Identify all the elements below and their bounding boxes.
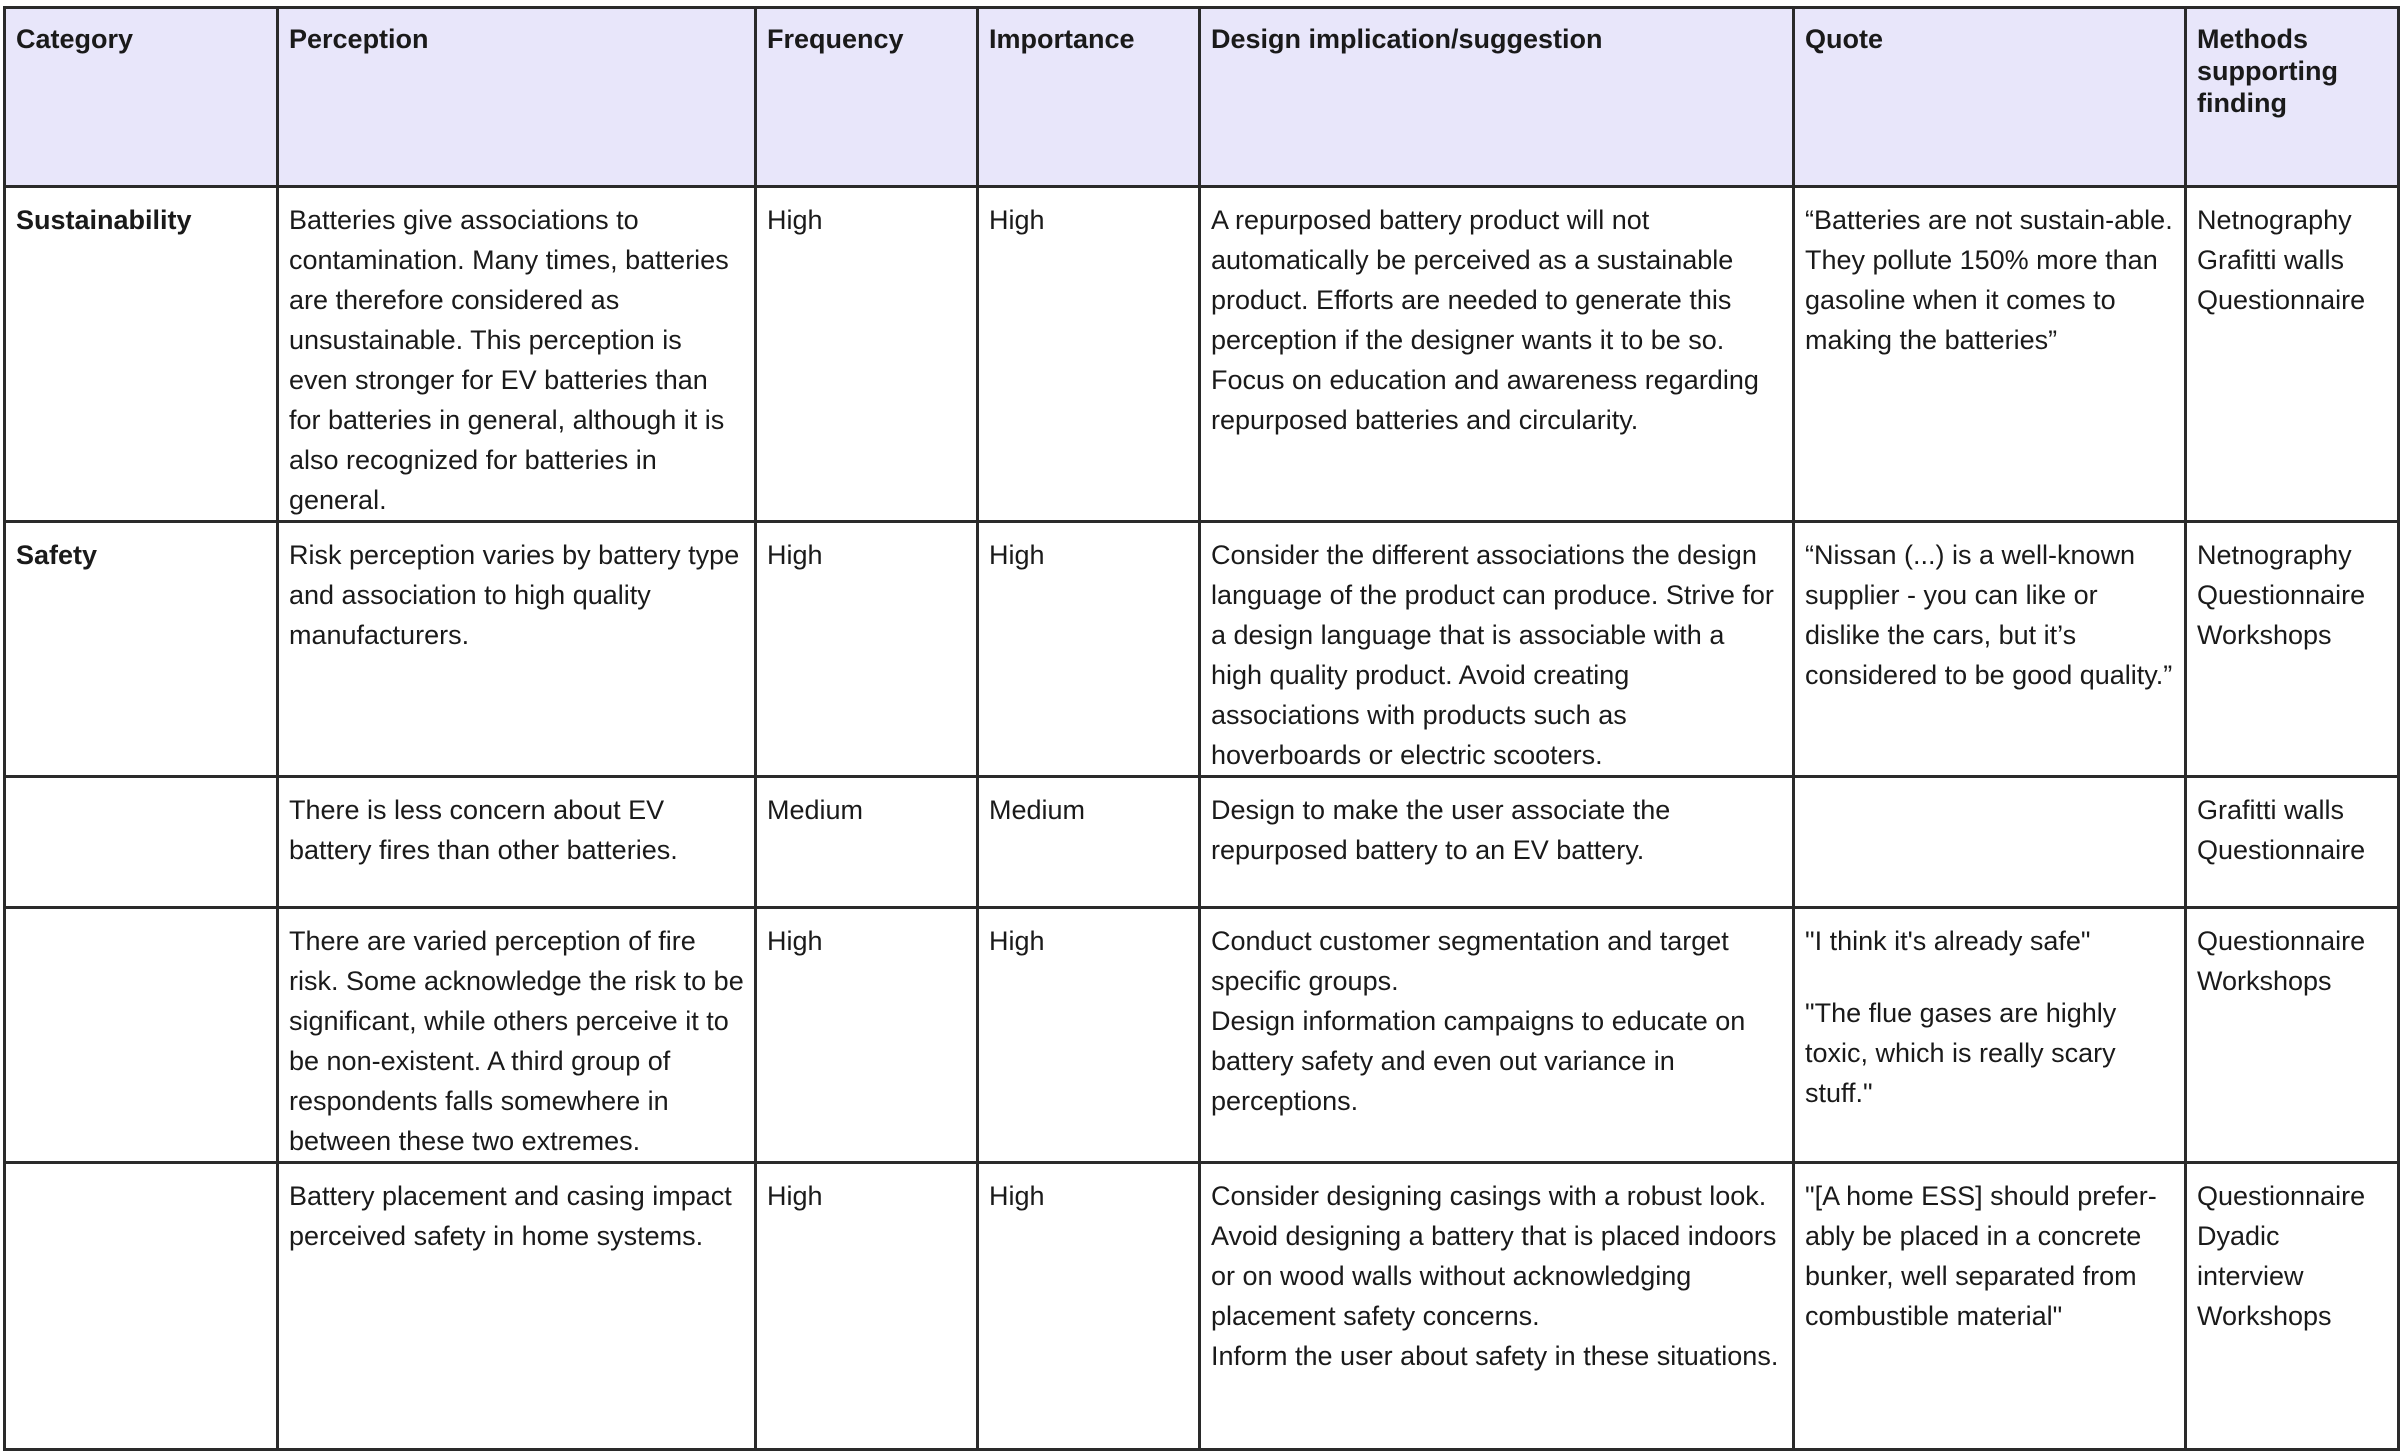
perception-cell: Battery placement and casing impact perceived safety in home systems. <box>278 1163 756 1450</box>
quote-cell <box>1794 777 2186 908</box>
table-row <box>5 777 2399 908</box>
importance-cell: High <box>978 522 1200 777</box>
quote-cell: “Batteries are not sustain-able. They pollute 150% more than gasoline when it comes to making the batteries” <box>1794 187 2186 522</box>
method-item: Questionnaire <box>2197 1181 2366 1211</box>
design-line: Avoid designing a battery that is placed indoors or on wood walls without acknowledging placement safety concerns. <box>1211 1221 1777 1331</box>
header-importance: Importance <box>978 8 1200 187</box>
frequency-cell: High <box>756 908 978 1163</box>
frequency-cell: Medium <box>756 777 978 908</box>
frequency-cell: High <box>756 187 978 522</box>
quote-text: "The flue gases are highly toxic, which is really scary stuff." <box>1805 998 2117 1108</box>
methods-cell <box>2186 777 2399 908</box>
method-item: Grafitti walls <box>2197 795 2345 825</box>
category-cell: Safety <box>5 522 278 777</box>
header-design-implication: Design implication/suggestion <box>1200 8 1794 187</box>
quote-cell: “Nissan (...) is a well-known supplier - you can like or dislike the cars, but it’s considered to be good quality.” <box>1794 522 2186 777</box>
table-row <box>5 522 2399 777</box>
table-row <box>5 908 2399 1163</box>
header-frequency: Frequency <box>756 8 978 187</box>
method-item: Workshops <box>2197 620 2332 650</box>
design-implication-cell <box>1200 908 1794 1163</box>
header-category: Category <box>5 8 278 187</box>
header-row <box>5 8 2399 187</box>
design-implication-cell: A repurposed battery product will not automatically be perceived as a sustainable product. Efforts are needed to generate this perception if the designer wants it to be so. Focus on education and awareness regarding repurposed batteries and circularity. <box>1200 187 1794 522</box>
frequency-cell: High <box>756 522 978 777</box>
design-implication-cell: Consider the different associations the design language of the product can produce. Strive for a design language that is associable with a high quality product. Avoid creating associations with products such as hoverboards or electric scooters. <box>1200 522 1794 777</box>
method-item: Dyadic interview <box>2197 1221 2304 1291</box>
perception-cell: Risk perception varies by battery type and association to high quality manufacturers. <box>278 522 756 777</box>
design-implication-cell: Design to make the user associate the repurposed battery to an EV battery. <box>1200 777 1794 908</box>
header-methods: Methods supporting finding <box>2186 8 2399 187</box>
importance-cell: High <box>978 1163 1200 1450</box>
header-quote: Quote <box>1794 8 2186 187</box>
methods-cell <box>2186 908 2399 1163</box>
methods-cell <box>2186 522 2399 777</box>
design-line: Consider designing casings with a robust look. <box>1211 1181 1767 1211</box>
methods-cell <box>2186 187 2399 522</box>
importance-cell: High <box>978 908 1200 1163</box>
category-cell <box>5 908 278 1163</box>
method-item: Netnography <box>2197 540 2352 570</box>
method-item: Netnography <box>2197 205 2352 235</box>
frequency-cell: High <box>756 1163 978 1450</box>
category-cell: Sustainability <box>5 187 278 522</box>
quote-cell: "[A home ESS] should prefer-ably be placed in a concrete bunker, well separated from combustible material" <box>1794 1163 2186 1450</box>
quote-text: "I think it's already safe" <box>1805 926 2091 956</box>
method-item: Questionnaire <box>2197 835 2366 865</box>
table-row <box>5 187 2399 522</box>
method-item: Workshops <box>2197 966 2332 996</box>
method-item: Questionnaire <box>2197 926 2366 956</box>
header-perception: Perception <box>278 8 756 187</box>
methods-cell <box>2186 1163 2399 1450</box>
design-line: Inform the user about safety in these situations. <box>1211 1341 1779 1371</box>
findings-table <box>3 6 2400 1451</box>
perception-cell: Batteries give associations to contamination. Many times, batteries are therefore considered as unsustainable. This perception is even stronger for EV batteries than for batteries in general, although it is also recognized for batteries in general. <box>278 187 756 522</box>
method-item: Questionnaire <box>2197 580 2366 610</box>
quote-cell <box>1794 908 2186 1163</box>
category-cell <box>5 1163 278 1450</box>
method-item: Workshops <box>2197 1301 2332 1331</box>
quote-spacer <box>1805 961 2174 993</box>
importance-cell: High <box>978 187 1200 522</box>
perception-cell: There is less concern about EV battery fires than other batteries. <box>278 777 756 908</box>
method-item: Questionnaire <box>2197 285 2366 315</box>
design-line: Conduct customer segmentation and target specific groups. <box>1211 926 1729 996</box>
perception-cell: There are varied perception of fire risk. Some acknowledge the risk to be significant, while others perceive it to be non-existent. A third group of respondents falls somewhere in between these two extremes. <box>278 908 756 1163</box>
table-row <box>5 1163 2399 1450</box>
importance-cell: Medium <box>978 777 1200 908</box>
design-implication-cell <box>1200 1163 1794 1450</box>
method-item: Grafitti walls <box>2197 245 2345 275</box>
design-line: Design information campaigns to educate on battery safety and even out variance in perceptions. <box>1211 1006 1746 1116</box>
category-cell <box>5 777 278 908</box>
